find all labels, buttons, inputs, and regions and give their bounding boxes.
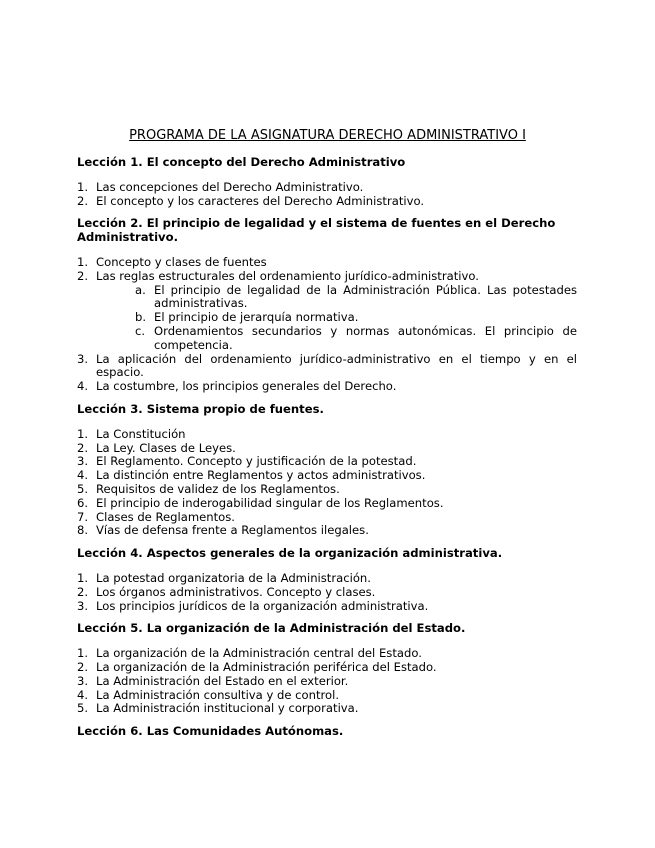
lesson-item-list [77, 256, 577, 394]
sub-item-letter: b. [135, 310, 147, 325]
list-item [77, 702, 577, 716]
item-text: Los órganos administrativos. Concepto y clases. [96, 584, 376, 599]
lesson-section [77, 725, 577, 739]
list-item [77, 586, 577, 600]
list-item [77, 572, 577, 586]
list-item [77, 661, 577, 675]
list-item [77, 181, 577, 195]
list-item [77, 483, 577, 497]
item-number: 8. [77, 523, 89, 538]
item-number: 3. [77, 598, 89, 613]
sub-item-text: El principio de legalidad de la Administración Pública. Las potestades administrativas. [154, 282, 577, 311]
item-text: La organización de la Administración periférica del Estado. [96, 659, 437, 674]
item-number: 2. [77, 440, 89, 455]
lesson-title: Lección 2. El principio de legalidad y el sistema de fuentes en el Derecho Administrativo. [77, 216, 556, 245]
list-item [77, 647, 577, 661]
item-number: 2. [77, 193, 89, 208]
lesson-title: Lección 5. La organización de la Administración del Estado. [77, 621, 466, 636]
lesson-section [77, 622, 577, 716]
lesson-item-list [77, 572, 577, 613]
page-title: PROGRAMA DE LA ASIGNATURA DERECHO ADMINISTRATIVO I [129, 128, 526, 143]
lesson-section [77, 403, 577, 538]
item-text: Vías de defensa frente a Reglamentos ilegales. [96, 523, 369, 538]
list-item [77, 256, 577, 270]
lesson-section [77, 547, 577, 613]
item-text: La Administración institucional y corporativa. [96, 701, 359, 716]
list-item [77, 428, 577, 442]
lesson-title: Lección 6. Las Comunidades Autónomas. [77, 724, 344, 739]
item-text: Las reglas estructurales del ordenamiento jurídico-administrativo. [96, 268, 479, 283]
item-number: 1. [77, 254, 89, 269]
item-number: 6. [77, 495, 89, 510]
item-text: La Constitución [96, 426, 186, 441]
lesson-title: Lección 1. El concepto del Derecho Administrativo [77, 155, 406, 169]
list-item [77, 380, 577, 394]
item-number: 3. [77, 351, 89, 366]
item-text: La potestad organizatoria de la Administración. [96, 570, 371, 585]
item-number: 5. [77, 481, 89, 496]
item-number: 2. [77, 659, 89, 674]
sub-item-list [96, 284, 577, 353]
item-number: 3. [77, 673, 89, 688]
item-text: El concepto y los caracteres del Derecho Administrativo. [96, 193, 425, 208]
item-number: 4. [77, 687, 89, 702]
item-text: El principio de inderogabilidad singular de los Reglamentos. [96, 495, 444, 510]
item-number: 5. [77, 701, 89, 716]
lesson-section [77, 156, 577, 208]
lesson-item-list [77, 647, 577, 716]
lesson-title: Lección 3. Sistema propio de fuentes. [77, 401, 324, 416]
sub-list-item [135, 284, 577, 312]
item-text: La Administración del Estado en el exterior. [96, 673, 349, 688]
item-text: La aplicación del ordenamiento jurídico-administrativo en el tiempo y en el espacio. [96, 351, 577, 380]
list-item [77, 455, 577, 469]
item-number: 1. [77, 646, 89, 661]
item-text: El Reglamento. Concepto y justificación de la potestad. [96, 454, 417, 469]
list-item [77, 270, 577, 353]
sub-list-item [135, 311, 577, 325]
item-text: La distinción entre Reglamentos y actos administrativos. [96, 468, 426, 483]
item-text: Los principios jurídicos de la organización administrativa. [96, 598, 429, 613]
syllabus-content [77, 156, 577, 750]
item-number: 4. [77, 468, 89, 483]
list-item [77, 497, 577, 511]
sub-item-text: Ordenamientos secundarios y normas autonómicas. El principio de competencia. [154, 323, 577, 352]
item-text: La costumbre, los principios generales del Derecho. [96, 379, 397, 394]
sub-item-text: El principio de jerarquía normativa. [154, 310, 359, 325]
item-text: Requisitos de validez de los Reglamentos. [96, 481, 340, 496]
item-text: La Administración consultiva y de control. [96, 687, 340, 702]
lesson-item-list [77, 181, 577, 209]
item-number: 7. [77, 509, 89, 524]
item-number: 3. [77, 454, 89, 469]
lesson-section [77, 217, 577, 394]
list-item [77, 353, 577, 381]
list-item [77, 524, 577, 538]
item-number: 1. [77, 179, 89, 194]
item-number: 2. [77, 584, 89, 599]
item-number: 4. [77, 379, 89, 394]
sub-item-letter: c. [135, 323, 146, 338]
list-item [77, 600, 577, 614]
list-item [77, 689, 577, 703]
list-item [77, 675, 577, 689]
lesson-item-list [77, 428, 577, 538]
item-text: La organización de la Administración central del Estado. [96, 646, 422, 661]
item-number: 2. [77, 268, 89, 283]
list-item [77, 195, 577, 209]
list-item [77, 442, 577, 456]
list-item [77, 469, 577, 483]
lesson-title: Lección 4. Aspectos generales de la organización administrativa. [77, 546, 503, 561]
list-item [77, 511, 577, 525]
sub-list-item [135, 325, 577, 353]
item-text: Clases de Reglamentos. [96, 509, 235, 524]
sub-item-letter: a. [135, 282, 146, 297]
item-number: 1. [77, 570, 89, 585]
item-text: Las concepciones del Derecho Administrativo. [96, 179, 364, 194]
item-text: Concepto y clases de fuentes [96, 254, 267, 269]
item-number: 1. [77, 426, 89, 441]
item-text: La Ley. Clases de Leyes. [96, 440, 236, 455]
